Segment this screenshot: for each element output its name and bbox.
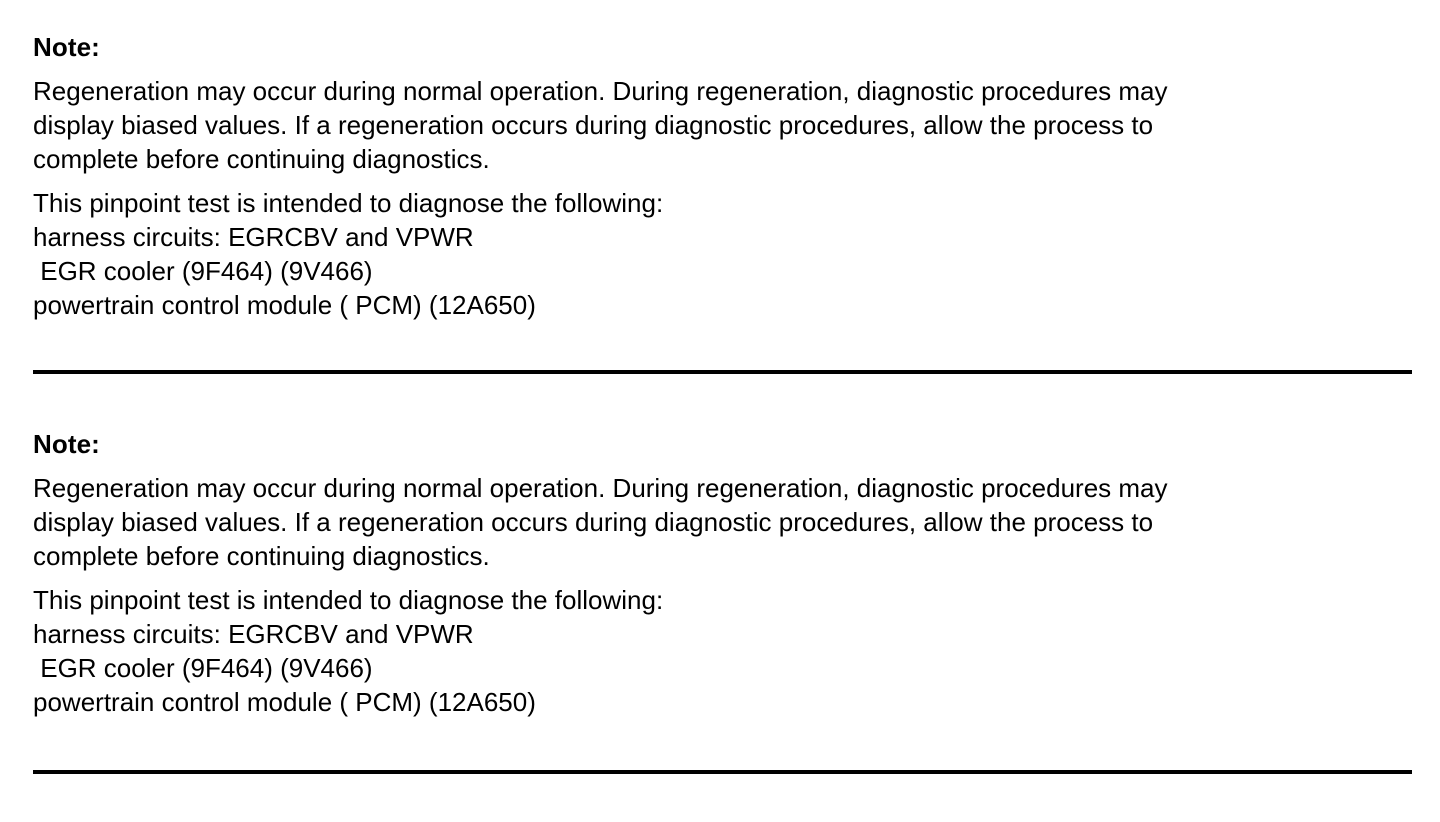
regeneration-note-paragraph	[33, 471, 1412, 573]
pinpoint-test-item-egr-cooler: EGR cooler (9F464) (9V466)	[33, 256, 373, 286]
pinpoint-test-scope-paragraph	[33, 583, 1412, 719]
regeneration-note-line: display biased values. If a regeneration occurs during diagnostic procedures, allow the process to	[33, 507, 1154, 537]
pinpoint-test-item-pcm: powertrain control module ( PCM) (12A650)	[33, 290, 536, 320]
regeneration-note-line: complete before continuing diagnostics.	[33, 541, 490, 571]
pinpoint-test-scope-paragraph	[33, 186, 1412, 322]
regeneration-note-line: complete before continuing diagnostics.	[33, 144, 490, 174]
note-heading: Note:	[33, 32, 100, 62]
regeneration-note-line: Regeneration may occur during normal operation. During regeneration, diagnostic procedures may	[33, 76, 1168, 106]
note-heading: Note:	[33, 429, 100, 459]
note-section-1	[33, 30, 1412, 322]
pinpoint-test-item-pcm: powertrain control module ( PCM) (12A650)	[33, 687, 536, 717]
pinpoint-test-item-harness-circuits: harness circuits: EGRCBV and VPWR	[33, 619, 474, 649]
pinpoint-test-intro: This pinpoint test is intended to diagnose the following:	[33, 585, 664, 615]
regeneration-note-paragraph	[33, 74, 1412, 176]
regeneration-note-line: Regeneration may occur during normal operation. During regeneration, diagnostic procedures may	[33, 473, 1168, 503]
pinpoint-test-item-egr-cooler: EGR cooler (9F464) (9V466)	[33, 653, 373, 683]
pinpoint-test-item-harness-circuits: harness circuits: EGRCBV and VPWR	[33, 222, 474, 252]
regeneration-note-line: display biased values. If a regeneration occurs during diagnostic procedures, allow the process to	[33, 110, 1154, 140]
pinpoint-test-intro: This pinpoint test is intended to diagnose the following:	[33, 188, 664, 218]
note-section-2	[33, 427, 1412, 719]
section-divider	[33, 770, 1412, 774]
section-divider	[33, 370, 1412, 374]
